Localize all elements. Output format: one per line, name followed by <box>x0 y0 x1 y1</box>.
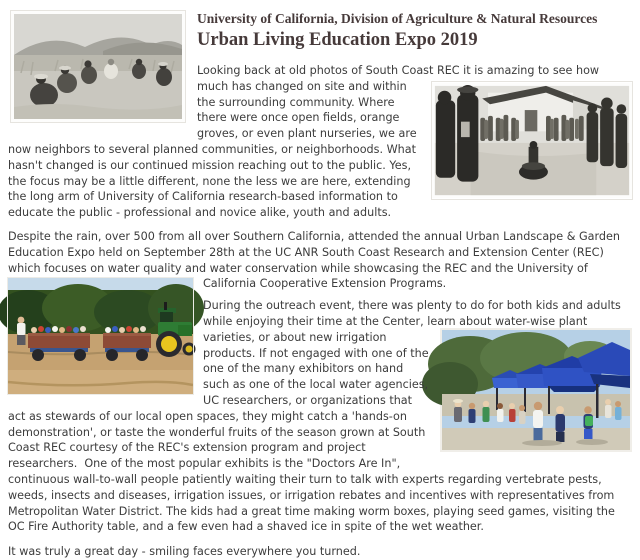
paragraph-1-text-a: Looking back at old photos of South Coast REC it is amazing to see how much <box>197 64 600 93</box>
historic-field-photo-art <box>11 11 185 122</box>
historic-crowd-photo-art <box>432 82 632 199</box>
paragraph-3-text-b: varieties, or about new irrigation products. If not engaged with one of the one of the many exhibitors on hand such as one of the local water agencies, UC researchers, or organizations that act as stewards of our local open spaces, they might catch a 'hands-on demonstration', or taste the wonderful fruits of the season grown at South Coast REC courtesy of the REC's extension program and project researchers. One of the most popular exhibits is the "Doctors Are In", continuous wall-to-wall people patiently waiting their turn to talk with experts regarding vertebrate pests, weeds, insects and diseases, irrigation issues, or irrigation rebates and incentives with representatives from Metropolitan Water District. The kids had a great time making worm boxes, playing seed games, visiting the OC Fire Authority table, and a few even had a shaved ice in spite of the wet weather. <box>8 330 615 534</box>
paragraph-4-text: It was truly a great day - smiling faces everywhere you turned. <box>8 545 361 559</box>
paragraph-1-text-b: has changed on site and within the surrounding community. Where there were once open fields, orange groves, or even plant nurseries, we are now neighbors to several planned communities, or neighborhoods. What hasn't changed is our continued mission reaching out to the public. Yes, the focus may be a little different, none the less we are here, extending the long arm of University of California research-based information to educate the public - professional and novice alike, youth and adults. <box>8 79 417 220</box>
paragraph-3-text-a: During the outreach event, there was plenty to do for both kids and adults while enjoying their time at the Center, learn about water-wise plant <box>203 299 621 328</box>
paragraph-2-text-a: Despite the rain, over 500 from all over Southern California, attended the annual Urban Landscape & Garden Education Expo held on September 28th at the UC ANR South Coast Research and Extension Center (REC) which focuses on water quality and water conservation while showcasing the REC and the University of <box>8 229 621 275</box>
paragraph-2 <box>8 229 632 292</box>
expo-tents-photo-art <box>442 330 630 450</box>
historic-field-photo <box>11 11 185 122</box>
organization-name: University of California, Division of Agriculture & Natural Resources <box>197 11 598 26</box>
expo-tents-photo <box>440 328 632 452</box>
tractor-wagon-photo <box>8 278 193 394</box>
tractor-wagon-photo-art <box>8 278 193 394</box>
page-title: Urban Living Education Expo 2019 <box>197 30 478 50</box>
paragraph-4 <box>8 544 632 560</box>
historic-crowd-photo <box>432 82 632 199</box>
paragraph-2-text-b: California Cooperative Extension Programs. <box>203 277 447 291</box>
